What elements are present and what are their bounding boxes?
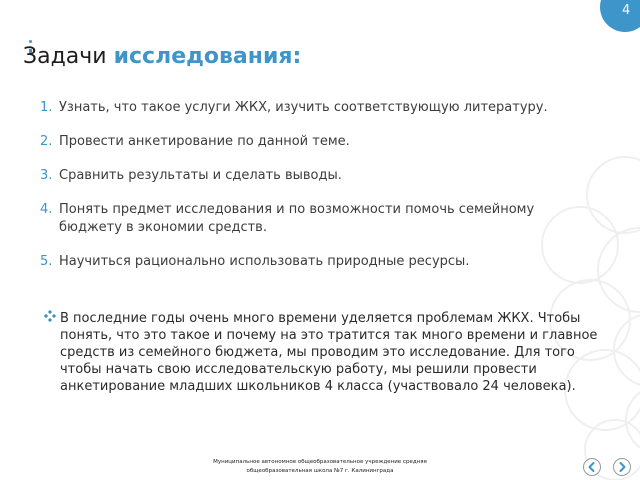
footer-line-1: Муниципальное автономное общеобразовательное учреждение средняя: [213, 459, 427, 465]
task-text: Научиться рационально использовать природные ресурсы.: [59, 254, 470, 269]
task-text: Понять предмет исследования и по возможности помочь семейному бюджету в экономии средств.: [59, 202, 535, 235]
arrow-left-icon: [584, 459, 600, 475]
task-text: Узнать, что такое услуги ЖКХ, изучить соответствующую литературу.: [59, 100, 548, 115]
note-paragraph: [44, 310, 605, 395]
task-number: 5.: [40, 254, 53, 269]
note-text: В последние годы очень много времени уделяется проблемам ЖКХ. Чтобы понять, что это такое и почему на это тратится так много времени и главное средств из семейного бюджета, мы проводим это исследование. Для того чтобы начать свою исследовательскую работу, мы решили провести анкетирование младших школьников 4 класса (участвовало 24 человека).: [60, 311, 598, 394]
footer-line-2: общеобразовательная школа №7 г. Калининграда: [246, 468, 394, 474]
task-item: [40, 99, 600, 117]
task-item: [40, 201, 600, 237]
title-accent: исследования:: [113, 44, 302, 69]
diamond-bullet-icon: [44, 310, 56, 322]
title-plain: Задачи: [23, 44, 114, 69]
task-number: 2.: [40, 134, 53, 149]
slide-title: [23, 42, 301, 72]
task-item: [40, 133, 600, 151]
task-number: 4.: [40, 202, 53, 217]
task-text: Сравнить результаты и сделать выводы.: [59, 168, 342, 183]
task-text: Провести анкетирование по данной теме.: [59, 134, 350, 149]
task-item: [40, 253, 600, 271]
arrow-right-icon: [614, 459, 630, 475]
task-number: 3.: [40, 168, 53, 183]
prev-slide-button[interactable]: [583, 458, 601, 476]
page-number-badge: [600, 0, 640, 32]
task-number: 1.: [40, 100, 53, 115]
next-slide-button[interactable]: [613, 458, 631, 476]
footer: [150, 458, 490, 476]
task-item: [40, 167, 600, 185]
tasks-list: [40, 99, 600, 271]
page-number: 4: [622, 3, 631, 18]
